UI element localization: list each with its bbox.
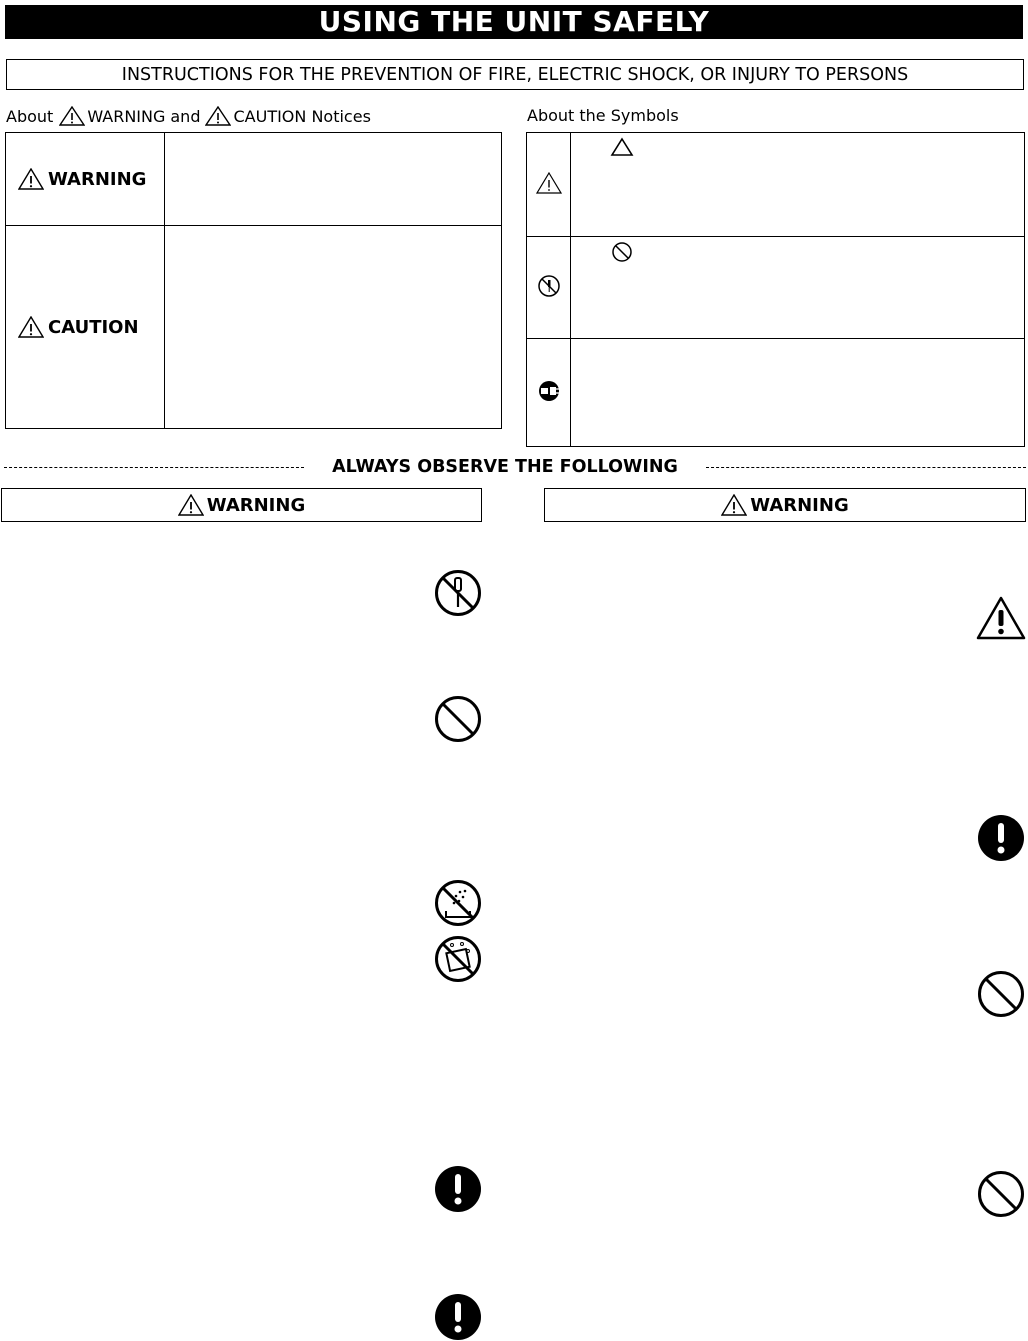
- prohibited-icon: [977, 1170, 1025, 1218]
- notices-heading: [6, 106, 371, 126]
- notices-heading-and: and: [170, 106, 201, 126]
- notices-heading-warning: WARNING: [87, 106, 166, 126]
- notices-heading-about: About: [6, 106, 54, 126]
- do-not-disassemble-icon: [434, 569, 482, 617]
- caution-triangle-icon: [18, 316, 44, 338]
- caution-description-cell: [165, 226, 502, 429]
- no-water-icon: [434, 879, 482, 927]
- warning-triangle-icon: [18, 168, 44, 190]
- warning-description-cell: [165, 133, 502, 226]
- always-observe-divider: [0, 456, 1028, 478]
- symbols-heading: About the Symbols: [527, 106, 679, 125]
- do-not-disassemble-icon: [537, 274, 561, 298]
- symbol-cell-unplug: [527, 339, 571, 447]
- warning-triangle-icon: [59, 106, 85, 126]
- warning-triangle-icon: [976, 596, 1026, 640]
- mandatory-action-icon: [434, 1293, 482, 1341]
- divider-dash-left: [4, 467, 304, 468]
- symbol-cell-triangle: [527, 133, 571, 237]
- warning-label-cell: [6, 133, 165, 226]
- notices-heading-caution: CAUTION Notices: [233, 106, 371, 126]
- right-warning-header: [544, 488, 1026, 522]
- caution-label: CAUTION: [48, 316, 139, 338]
- left-warning-header: [1, 488, 482, 522]
- no-liquid-objects-icon: [434, 935, 482, 983]
- warning-triangle-icon: [721, 494, 747, 516]
- caution-label-cell: [6, 226, 165, 429]
- page-title: USING THE UNIT SAFELY: [5, 5, 1023, 39]
- prohibited-icon: [434, 695, 482, 743]
- left-warning-label: WARNING: [206, 494, 306, 516]
- symbol-description-triangle: [571, 133, 1025, 237]
- symbol-cell-prohibited: [527, 237, 571, 339]
- symbol-description-prohibited: [571, 237, 1025, 339]
- notices-table: [5, 132, 502, 429]
- prohibited-icon: [977, 970, 1025, 1018]
- divider-dash-right: [706, 467, 1026, 468]
- unplug-icon: [537, 379, 561, 403]
- symbol-description-unplug: [571, 339, 1025, 447]
- warning-triangle-icon: [178, 494, 204, 516]
- prohibited-outline-icon: [610, 241, 634, 263]
- mandatory-action-icon: [977, 814, 1025, 862]
- mandatory-action-icon: [434, 1165, 482, 1213]
- warning-label: WARNING: [48, 168, 147, 190]
- general-caution-icon: [536, 172, 562, 194]
- always-observe-heading: ALWAYS OBSERVE THE FOLLOWING: [332, 457, 678, 477]
- caution-triangle-icon: [205, 106, 231, 126]
- right-warning-label: WARNING: [750, 494, 849, 516]
- instructions-banner: INSTRUCTIONS FOR THE PREVENTION OF FIRE, ELECTRIC SHOCK, OR INJURY TO PERSONS: [6, 59, 1024, 90]
- triangle-outline-icon: [610, 137, 634, 157]
- symbols-table: [526, 132, 1025, 447]
